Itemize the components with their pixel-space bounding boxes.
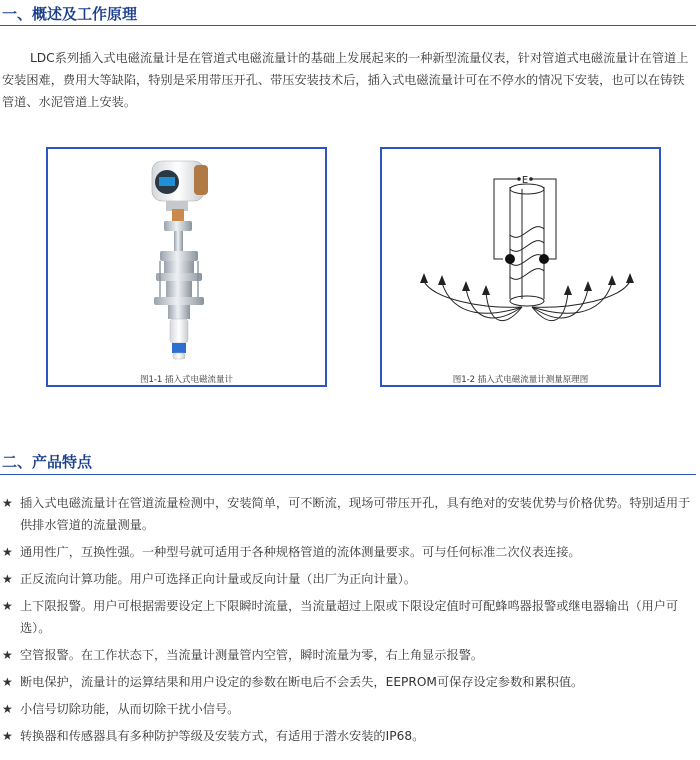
star-icon: ★ [2,545,13,559]
feature-text: 正反流向计算功能。用户可选择正向计量或反向计量（出厂为正向计量）。 [20,572,417,586]
feature-text: 空管报警。在工作状态下，当流量计测量管内空管，瞬时流量为零，右上角显示报警。 [20,648,484,662]
star-icon: ★ [2,729,13,743]
feature-text: 断电保护，流量计的运算结果和用户设定的参数在断电后不会丢失，EEPROM可保存设定参数和累积值。 [20,675,584,689]
measurement-principle-diagram [382,149,659,385]
electrode-right [539,254,549,264]
electrode-left [505,254,515,264]
feature-item [2,725,696,747]
star-icon: ★ [2,702,13,716]
feature-text: 插入式电磁流量计在管道流量检测中，安装简单，可不断流，现场可带压开孔，具有绝对的安装优势与价格优势。特别适用于供排水管道的流量测量。 [20,496,691,532]
figure-caption: 图1-1 插入式电磁流量计 [139,375,234,385]
star-icon: ★ [2,675,13,689]
star-icon: ★ [2,599,13,613]
star-icon: ★ [2,572,13,586]
intro-paragraph: LDC系列插入式电磁流量计是在管道式电磁流量计的基础上发展起来的一种新型流量仪表，针对管道式电磁流量计在管道上安装困难，费用大等缺陷，特别是采用带压开孔、带压安装技术后，插入式电磁流量计可在不停水的情况下安装，也可以在铸铁管道、水泥管道上安装。 [2,51,689,109]
feature-item [2,568,696,590]
feature-item [2,644,696,666]
feature-item [2,671,696,693]
figure-caption: 图1-2 插入式电磁流量计测量原理图 [452,375,589,385]
star-icon: ★ [2,648,13,662]
star-icon: ★ [2,496,13,510]
feature-item [2,698,696,720]
feature-text: 小信号切除功能，从而切除干扰小信号。 [20,702,240,716]
section-title-features: 二、产品特点 [2,453,93,471]
section-divider [0,474,696,475]
feature-list [2,492,696,752]
figure-product-photo [46,147,327,387]
feature-text: 上下限报警。用户可根据需要设定上下限瞬时流量，当流量超过上限或下限设定值时可配蜂鸣器报警或继电器输出（用户可选）。 [20,599,679,635]
feature-item [2,541,696,563]
electrode-label: E [521,175,529,186]
feature-item [2,595,696,639]
feature-text: 通用性广，互换性强。一种型号就可适用于各种规格管道的流体测量要求。可与任何标准二次仪表连接。 [20,545,581,559]
feature-item [2,492,696,536]
section-divider [0,25,696,26]
figure-principle-diagram [380,147,661,387]
section-title-overview: 一、概述及工作原理 [2,5,138,23]
feature-text: 转换器和传感器具有多种防护等级及安装方式，有适用于潜水安装的IP68。 [20,729,425,743]
flowmeter-product-image [48,149,325,385]
